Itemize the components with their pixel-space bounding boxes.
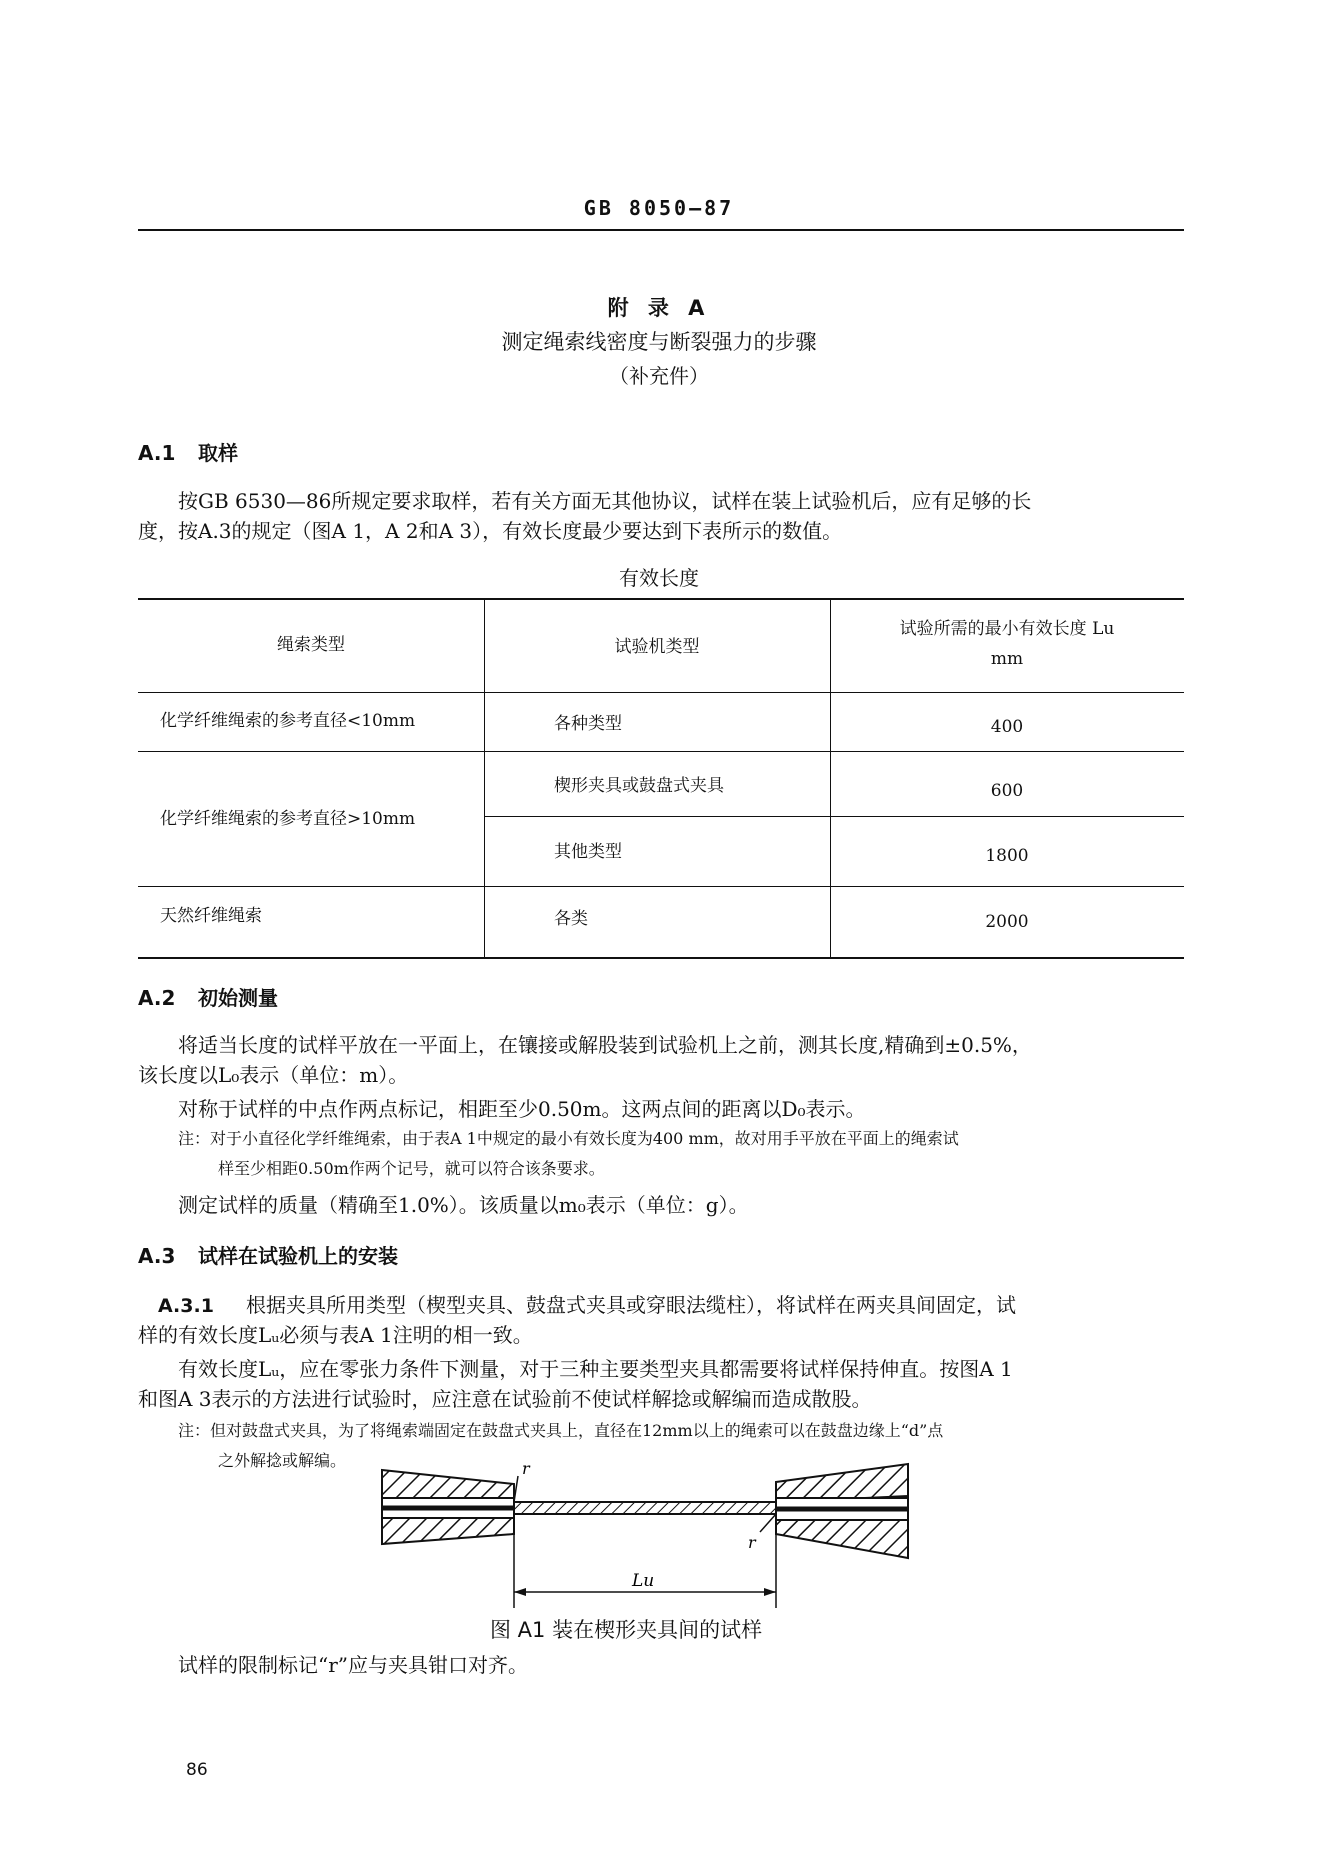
section-number: A.2 <box>138 986 176 1010</box>
a3-text-line1: 有效长度Lᵤ，应在零张力条件下测量，对于三种主要类型夹具都需要将试样保持伸直。按图A 1 <box>178 1357 1013 1381</box>
row1-value: 400 <box>990 717 1024 737</box>
table-row-divider <box>138 692 1184 693</box>
table-caption: 有效长度 <box>619 566 699 590</box>
section-title: 初始测量 <box>198 986 278 1010</box>
a1-text-line2: 度，按A.3的规定（图A 1，A 2和A 3），有效长度最少要达到下表所示的数值。 <box>138 519 843 543</box>
section-a2-heading <box>138 982 278 1011</box>
mark-r-bottom-label: r <box>748 1533 756 1552</box>
appendix-title: 附 录 A <box>607 296 711 320</box>
row2a-machine-type: 楔形夹具或鼓盘式夹具 <box>554 776 724 796</box>
row3-machine-type: 各类 <box>554 909 588 929</box>
row3-rope-type: 天然纤维绳索 <box>160 906 262 926</box>
a2-text-line1: 将适当长度的试样平放在一平面上，在镶接或解股装到试验机上之前，测其长度,精确到±0.5%， <box>178 1033 1032 1057</box>
a2-note-line1: 注：对于小直径化学纤维绳索，由于表A 1中规定的最小有效长度为400 mm，故对用手平放在平面上的绳索试 <box>178 1129 959 1148</box>
appendix-note: （补充件） <box>609 364 709 388</box>
length-label: Lu <box>632 1571 655 1591</box>
header-min-length: 试验所需的最小有效长度 Lu <box>899 619 1115 639</box>
row2b-machine-type: 其他类型 <box>554 842 622 862</box>
effective-length-table <box>138 598 1184 958</box>
page-number: 86 <box>186 1760 208 1780</box>
mark-r-bottom-leader <box>760 1514 776 1532</box>
section-number: A.1 <box>138 441 176 465</box>
a31-text: 根据夹具所用类型（楔型夹具、鼓盘式夹具或穿眼法缆柱），将试样在两夹具间固定，试 <box>246 1293 1016 1317</box>
a3-note-line1: 注：但对鼓盘式夹具，为了将绳索端固定在鼓盘式夹具上，直径在12mm以上的绳索可以在鼓盘边缘上“d”点 <box>178 1421 944 1440</box>
a1-text-line1: 按GB 6530—86所规定要求取样，若有关方面无其他协议，试样在装上试验机后，应有足够的长 <box>178 489 1032 513</box>
header-min-length-unit: mm <box>990 649 1024 669</box>
a3-text-line2: 和图A 3表示的方法进行试验时，应注意在试验前不使试样解捻或解编而造成散股。 <box>138 1387 872 1411</box>
figure-after-text: 试样的限制标记“r”应与夹具钳口对齐。 <box>178 1653 529 1677</box>
table-row-divider <box>484 816 1184 817</box>
figure-caption: 图 A1 装在楔形夹具间的试样 <box>490 1618 763 1642</box>
header-rule <box>138 229 1184 231</box>
section-a1-heading <box>138 437 238 466</box>
document-code: GB 8050—87 <box>583 196 735 220</box>
table-row-divider <box>138 751 1184 752</box>
left-wedge-grip <box>382 1470 514 1544</box>
section-a3-heading <box>138 1240 398 1269</box>
row2-rope-type: 化学纤维绳索的参考直径>10mm <box>160 809 416 829</box>
section-title: 试样在试验机上的安装 <box>198 1244 398 1268</box>
mark-r-top-label: r <box>522 1462 530 1478</box>
row2b-value: 1800 <box>985 846 1029 866</box>
a2-text-line2: 该长度以L₀表示（单位：m）。 <box>138 1063 409 1087</box>
a31-text-line1 <box>158 1290 1016 1321</box>
a3-note-line2: 之外解捻或解编。 <box>218 1451 347 1470</box>
length-dimension <box>514 1518 776 1608</box>
appendix-subtitle: 测定绳索线密度与断裂强力的步骤 <box>501 330 817 354</box>
subsection-number: A.3.1 <box>158 1295 214 1317</box>
a2-text-marks: 对称于试样的中点作两点标记，相距至少0.50m。这两点间的距离以D₀表示。 <box>178 1097 866 1121</box>
a31-text-line2: 样的有效长度Lᵤ必须与表A 1注明的相一致。 <box>138 1323 533 1347</box>
a2-note-line2: 样至少相距0.50m作两个记号，就可以符合该条要求。 <box>218 1159 605 1178</box>
row3-value: 2000 <box>985 912 1029 932</box>
section-title: 取样 <box>198 441 238 465</box>
right-wedge-grip <box>776 1464 908 1558</box>
section-number: A.3 <box>138 1244 176 1268</box>
table-row-divider <box>138 886 1184 887</box>
table-rule-bottom <box>138 957 1184 959</box>
table-rule-top <box>138 598 1184 600</box>
header-rope-type: 绳索类型 <box>277 635 345 655</box>
row1-rope-type: 化学纤维绳索的参考直径<10mm <box>160 711 416 731</box>
header-machine-type: 试验机类型 <box>614 637 700 657</box>
rope-specimen <box>514 1502 776 1514</box>
figure-a1-wedge-grips <box>380 1462 910 1612</box>
row2a-value: 600 <box>990 781 1024 801</box>
a2-text-mass: 测定试样的质量（精确至1.0%）。该质量以m₀表示（单位：g）。 <box>178 1193 749 1217</box>
row1-machine-type: 各种类型 <box>554 714 622 734</box>
